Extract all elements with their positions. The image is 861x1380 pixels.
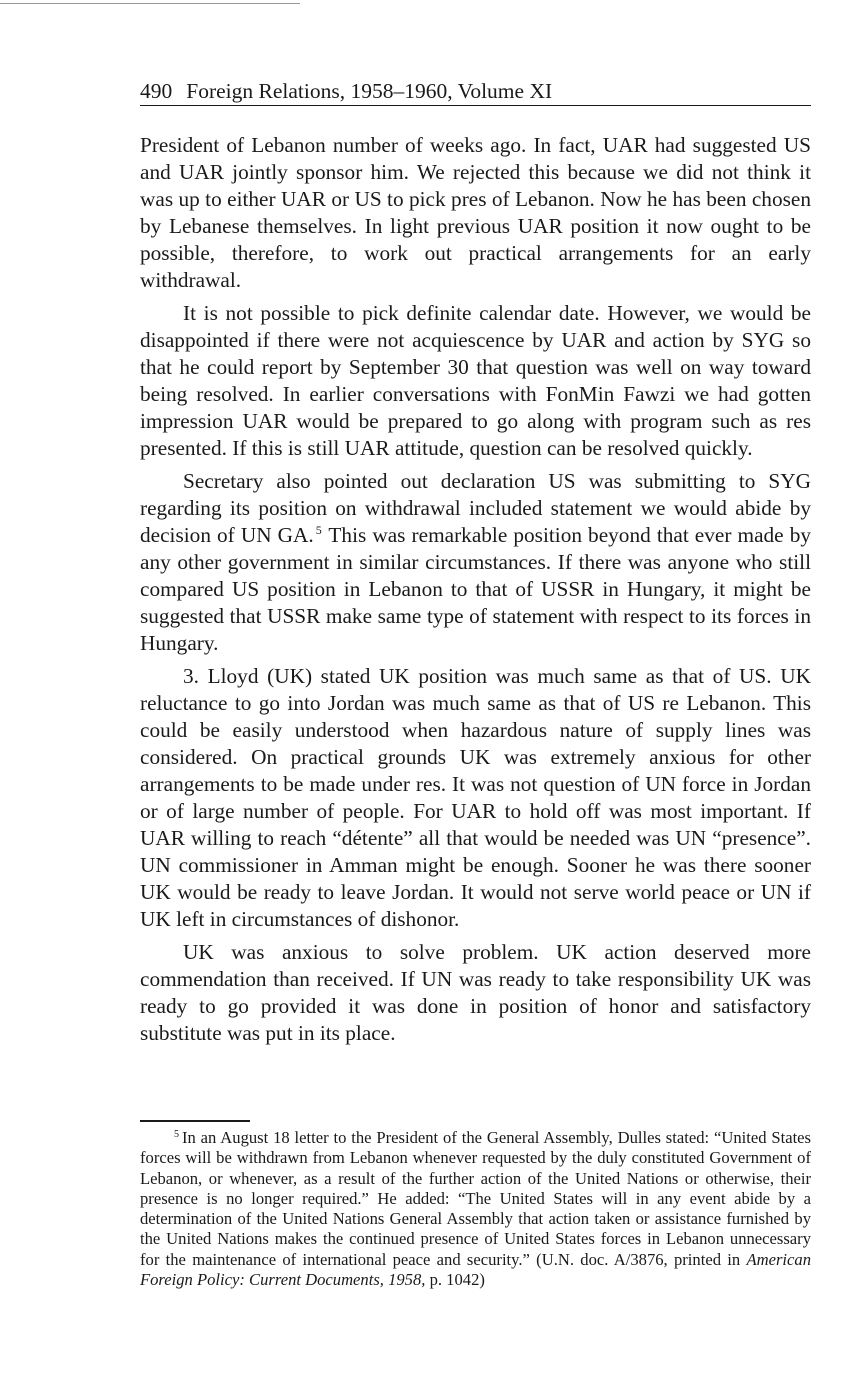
footnote-divider (140, 1120, 250, 1122)
footnote-reference[interactable]: 5 (315, 523, 322, 537)
footnote-citation-end: p. 1042) (425, 1270, 485, 1290)
paragraph-3-text: Secretary also pointed out declaration US was submitting to SYG regarding its position on withdrawal included statement we would abide by decision of UN GA. (140, 469, 811, 547)
footnote-marker: 5 (174, 1129, 179, 1140)
footnote-text: In an August 18 letter to the President of the General Assembly, Dulles stated: “United States forces will be withdrawn from Lebanon whenever requested by the duly constituted Government of Lebanon, or whenever, as a result of the further action of the United Nations or otherwise, their presence is no longer required.” He added: “The United States will in any event abide by a determination of the United Nations General Assembly that action taken or assistance furnished by the United Nations makes the continued presence of United States forces in Lebanon unnecessary for the maintenance of international peace and security.” (U.N. doc. A/3876, printed in (140, 1128, 811, 1269)
footnote (140, 1128, 811, 1290)
paragraph-3 (140, 468, 811, 657)
paragraph-3-text-cont: This was remarkable position beyond that ever made by any other government in similar circumstances. If there was anyone who still compared US position in Lebanon to that of USSR in Hungary, it might be suggested that USSR make same type of statement with respect to its forces in Hungary. (140, 523, 811, 655)
paragraph-2: It is not possible to pick definite calendar date. However, we would be disappointed if there were not acquiescence by UAR and action by SYG so that he could report by September 30 that question was well on way toward being resolved. In earlier conversations with FonMin Fawzi we had gotten impression UAR would be prepared to go along with program such as res presented. If this is still UAR attitude, question can be resolved quickly. (140, 301, 811, 460)
page-number: 490 (140, 79, 173, 103)
paragraph-1: President of Lebanon number of weeks ago. In fact, UAR had suggested US and UAR jointly sponsor him. We rejected this because we did not think it was up to either UAR or US to pick pres of Lebanon. Now he has been chosen by Lebanese themselves. In light previous UAR position it now ought to be possible, therefore, to work out practical arrangements for an early withdrawal. (140, 133, 811, 292)
paragraph-4: 3. Lloyd (UK) stated UK position was much same as that of US. UK reluctance to go into Jordan was much same as that of US re Lebanon. This could be easily understood when hazardous nature of supply lines was considered. On practical grounds UK was extremely anxious for other arrangements to be made under res. It was not question of UN force in Jordan or of large number of people. For UAR to hold off was most important. If UAR willing to reach “détente” all that would be needed was UN “presence”. UN commissioner in Amman might be enough. Sooner he was there sooner UK would be ready to leave Jordan. It would not serve world peace or UN if UK left in circumstances of dishonor. (140, 664, 811, 931)
running-title: Foreign Relations, 1958–1960, Volume XI (186, 79, 553, 103)
document-body (140, 132, 811, 1053)
paragraph-5: UK was anxious to solve problem. UK action deserved more commendation than received. If UN was ready to take responsibility UK was ready to go provided it was done in position of honor and satisfactory substitute was put in its place. (140, 940, 811, 1045)
scan-edge-rule (0, 3, 300, 4)
running-header (140, 78, 811, 106)
footnote-citation-title: American Foreign Policy: Current Documents, 1958, (140, 1249, 811, 1290)
